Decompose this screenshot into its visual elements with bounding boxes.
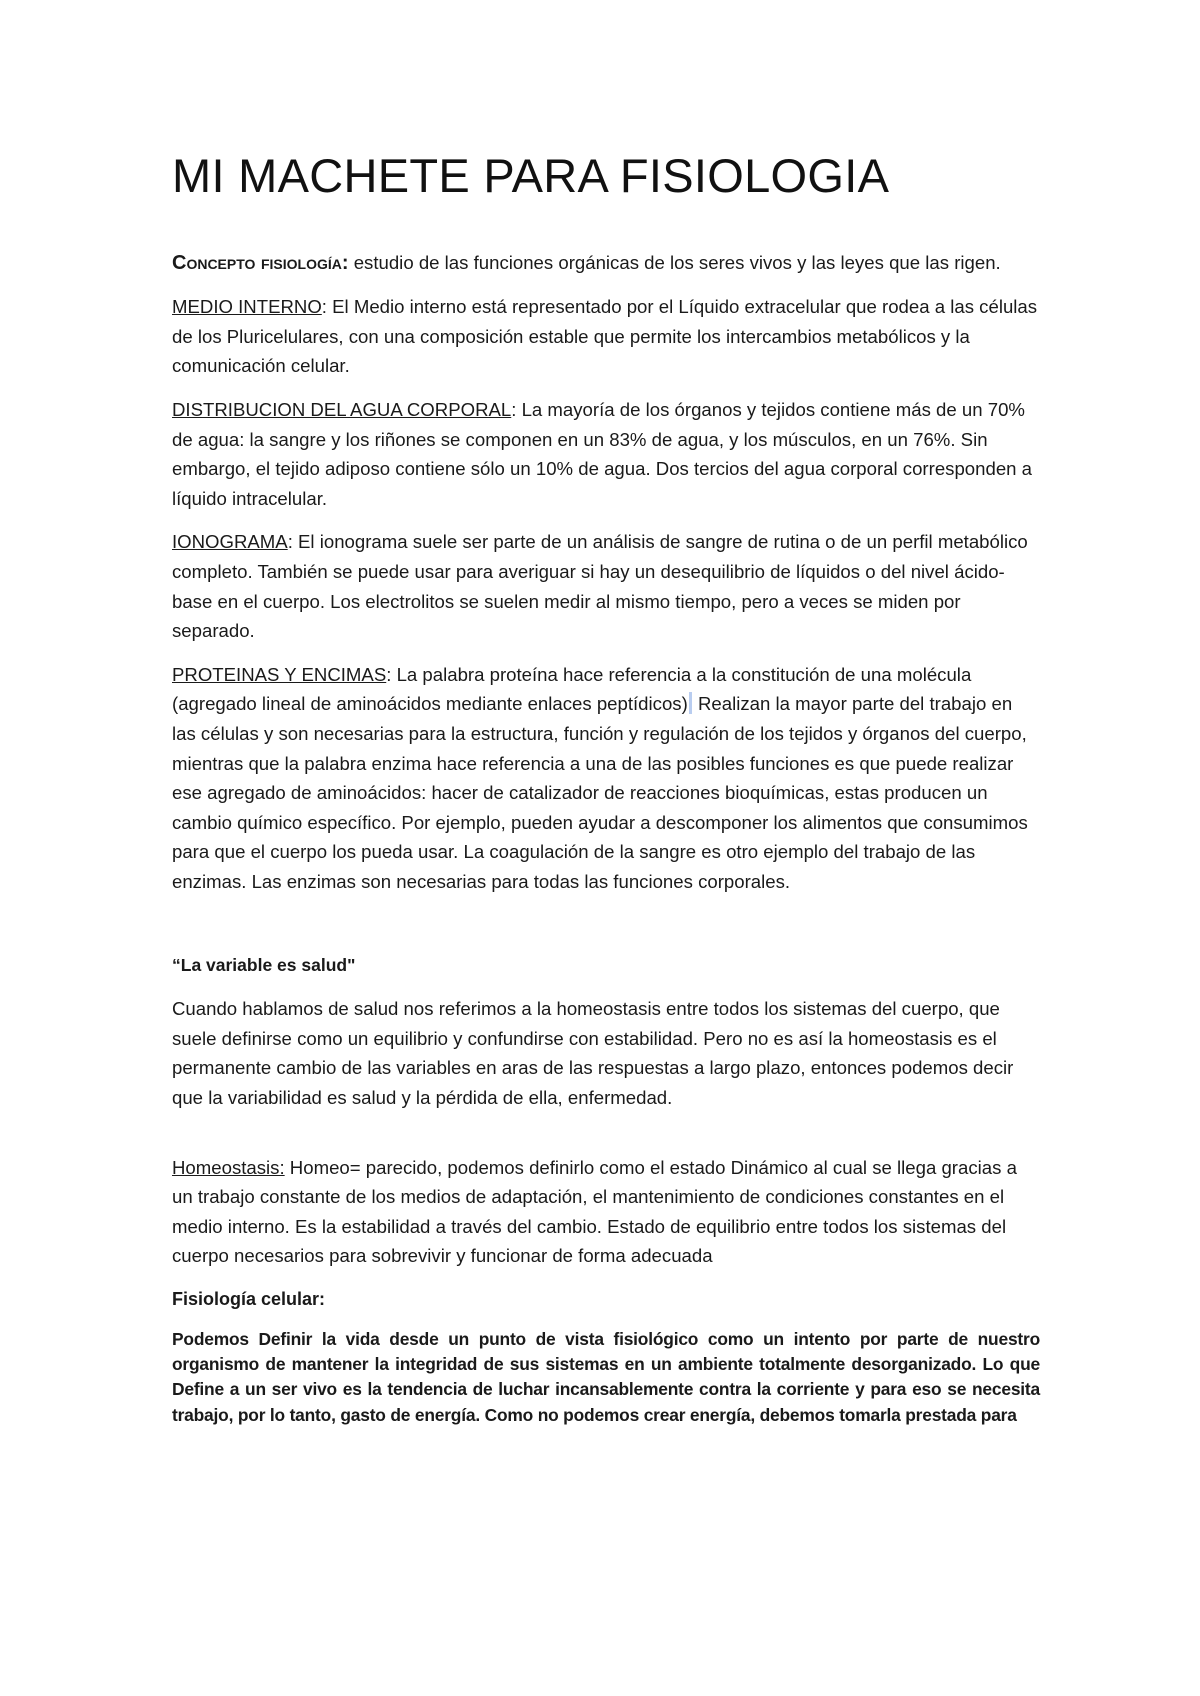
paragraph-variable: Cuando hablamos de salud nos referimos a la homeostasis entre todos los sistemas del cuerpo, que suele definirse como un equilibrio y confundirse con estabilidad. Pero no es así la homeostasis es el permanente cambio de las variables en aras de las respuestas a largo plazo, entonces podemos decir que la variabilidad es salud y la pérdida de ella, enfermedad. (172, 998, 1014, 1108)
text-proteinas-b: Realizan la mayor parte del trabajo en las células y son necesarias para la estructura, función y regulación de los tejidos y órganos del cuerpo, mientras que la palabra enzima hace referencia a una de las posibles funciones es que puede realizar ese agregado de aminoácidos: hacer de catalizador de reacciones bioquímicas, estas producen un cambio químico específico. Por ejemplo, pueden ayudar a descomponer los alimentos que consumimos para que el cuerpo los pueda usar. La coagulación de la sangre es otro ejemplo del trabajo de las enzimas. Las enzimas son necesarias para todas las funciones corporales. (172, 693, 1028, 892)
label-proteinas: PROTEINAS Y ENCIMAS (172, 663, 387, 685)
label-distribucion: DISTRIBUCION DEL AGUA CORPORAL (172, 399, 512, 421)
paragraph-medio-interno (172, 292, 1040, 381)
text-proteinas-a: : La palabra proteína hace referencia a la constitución de una molécula (agregado lineal de aminoácidos mediante enlaces peptídicos) (172, 663, 972, 715)
paragraph-concepto (172, 248, 1040, 279)
label-homeostasis: Homeostasis: (172, 1156, 285, 1178)
text-distribucion: : La mayoría de los órganos y tejidos contiene más de un 70% de agua: la sangre y los riñones se componen en un 83% de agua, y los músculos, en un 76%. Sin embargo, el tejido adiposo contiene sólo un 10% de agua. Dos tercios del agua corporal corresponden a líquido intracelular. (172, 399, 1033, 509)
paragraph-celular: Podemos Definir la vida desde un punto de vista fisiológico como un intento por parte de nuestro organismo de mantener la integridad de sus sistemas en un ambiente totalmente desorganizado. Lo que Define a un ser vivo es la tendencia de luchar incansablemente contra la corriente y para eso se necesita trabajo, por lo tanto, gasto de energía. Como no podemos crear energía, debemos tomarla prestada para (172, 1328, 1040, 1425)
text-ionograma: : El ionograma suele ser parte de un análisis de sangre de rutina o de un perfil metabólico completo. También se puede usar para averiguar si hay un desequilibrio de líquidos o del nivel ácido-base en el cuerpo. Los electrolitos se suelen medir al mismo tiempo, pero a veces se miden por separado. (172, 531, 1028, 642)
heading-celular: Fisiología celular: (172, 1288, 326, 1309)
document-page (172, 150, 1040, 1442)
paragraph-homeostasis (172, 1153, 1040, 1271)
text-cursor (689, 692, 692, 714)
text-medio-interno: : El Medio interno está representado por el Líquido extracelular que rodea a las células de los Pluricelulares, con una composición estable que permite los intercambios metabólicos y la comunicación celular. (172, 296, 1038, 377)
text-homeostasis: Homeo= parecido, podemos definirlo como el estado Dinámico al cual se llega gracias a un trabajo constante de los medios de adaptación, el mantenimiento de condiciones constantes en el medio interno. Es la estabilidad a través del cambio. Estado de equilibrio entre todos los sistemas del cuerpo necesarios para sobrevivir y funcionar de forma adecuada (172, 1156, 1017, 1267)
text-concepto: estudio de las funciones orgánicas de los seres vivos y las leyes que las rigen. (348, 251, 1001, 273)
paragraph-proteinas (172, 660, 1040, 897)
paragraph-distribucion (172, 395, 1040, 513)
paragraph-ionograma (172, 527, 1040, 645)
heading-variable: “La variable es salud" (172, 954, 356, 975)
label-concepto: Concepto fisiología: (172, 251, 349, 274)
document-title: MI MACHETE PARA FISIOLOGIA (172, 149, 890, 202)
label-medio-interno: MEDIO INTERNO (172, 296, 322, 318)
label-ionograma: IONOGRAMA (172, 531, 288, 553)
